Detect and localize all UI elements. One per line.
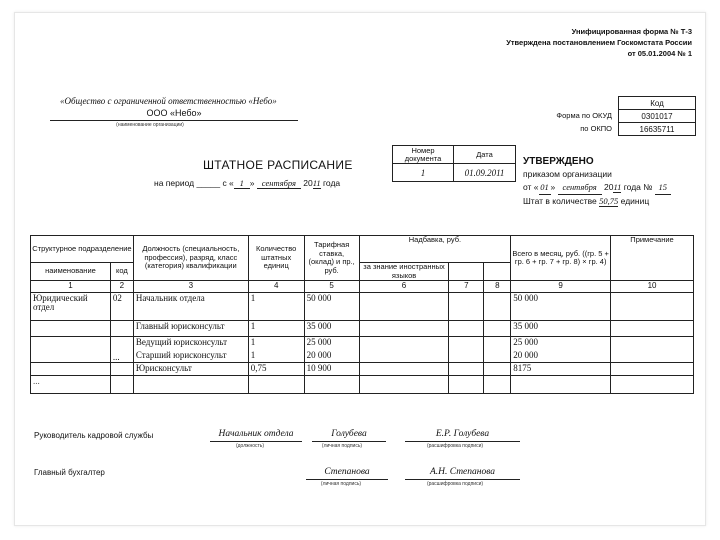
row-code: ... (110, 337, 133, 363)
header-rate: Тарифная ставка, (оклад) и пр., руб. (304, 236, 359, 281)
row-division (31, 321, 111, 337)
approval-month: сентября (558, 181, 602, 195)
col-number: 3 (133, 281, 248, 293)
accountant-label: Главный бухгалтер (34, 468, 105, 477)
approval-staff-line (523, 195, 671, 208)
col-number: 9 (511, 281, 611, 293)
row-code (110, 321, 133, 337)
document-number-table (392, 145, 516, 182)
header-bonus-languages: за знание иностранных языков (359, 263, 449, 281)
col-number: 4 (248, 281, 304, 293)
col-number: 8 (484, 281, 511, 293)
hr-name: Е.Р. Голубева (435, 429, 490, 439)
period-suffix: года (323, 178, 341, 188)
table-row (31, 321, 694, 337)
row-ellipsis: ... (31, 376, 111, 394)
date-header: Дата (454, 146, 516, 164)
row-note (611, 363, 694, 376)
approval-order: приказом организации (523, 169, 612, 179)
row-rate: 10 900 (304, 363, 359, 376)
accountant-name-line (405, 479, 520, 480)
row-code: 02 (110, 293, 133, 321)
header-bonus-col7 (449, 263, 484, 281)
table-row (31, 293, 694, 321)
row-rate: 20 000 (304, 350, 359, 363)
header-division: Структурное подразделение (31, 236, 134, 263)
row-col8 (484, 337, 511, 363)
approval-date-line (523, 181, 671, 195)
header-total: Всего в месяц, руб. ((гр. 5 + гр. 6 + гр. 7 + гр. 8) × гр. 4) (511, 236, 611, 281)
accountant-signature-line (306, 479, 388, 480)
row-bonus (359, 293, 449, 321)
period-year: 11 (312, 178, 321, 188)
okpo-value: 16635711 (619, 123, 696, 136)
hr-signature: Голубева (331, 429, 367, 439)
row-bonus (359, 337, 449, 363)
row-rate: 25 000 (304, 337, 359, 350)
codes-header: Код (619, 97, 696, 110)
organization-full-name: «Общество с ограниченной ответственностью «Небо» (60, 96, 277, 106)
staff-count: 50,75 (599, 196, 619, 206)
period-line (154, 178, 340, 189)
form-header-line2: Утверждена постановлением Госкомстата России (506, 38, 692, 47)
organization-short-name: ООО «Небо» (146, 108, 202, 118)
row-total: 8175 (511, 363, 611, 376)
okpo-label: по ОКПО (580, 124, 612, 133)
accountant-signature: Степанова (324, 467, 370, 477)
row-position: Ведущий юрисконсульт (133, 337, 248, 350)
okud-label: Форма по ОКУД (556, 111, 612, 120)
col-number: 2 (110, 281, 133, 293)
row-code (110, 363, 133, 376)
header-bonus-col8 (484, 263, 511, 281)
header-count: Количество штатных единиц (248, 236, 304, 281)
form-header-line3: от 05.01.2004 № 1 (627, 49, 692, 58)
approval-title: УТВЕРЖДЕНО (523, 156, 594, 167)
approval-year: 11 (613, 182, 622, 192)
col-number: 6 (359, 281, 449, 293)
row-division (31, 363, 111, 376)
row-position: Начальник отдела (133, 293, 248, 321)
approval-block (523, 155, 671, 208)
accountant-name: А.Н. Степанова (429, 467, 496, 477)
row-note (611, 321, 694, 337)
header-code: код (110, 263, 133, 281)
approval-number: 15 (655, 181, 671, 195)
header-position: Должность (специальность, профессия), разряд, класс (категория) квалификации (133, 236, 248, 281)
row-rate: 50 000 (304, 293, 359, 321)
document-number: 1 (393, 164, 454, 182)
table-row (31, 337, 694, 350)
row-position: Старший юрисконсульт (133, 350, 248, 363)
codes-table (618, 96, 696, 136)
staff-prefix: Штат в количестве (523, 196, 597, 206)
staff-table (30, 235, 694, 394)
row-position: Главный юрисконсульт (133, 321, 248, 337)
hr-label: Руководитель кадровой службы (34, 431, 154, 440)
row-division (31, 337, 111, 363)
row-count: 1 (248, 350, 304, 363)
hr-caption-position: (должность) (235, 443, 265, 449)
okud-value: 0301017 (619, 110, 696, 123)
col-number: 10 (611, 281, 694, 293)
row-col7 (449, 293, 484, 321)
hr-name-line (405, 441, 520, 442)
row-count: 1 (248, 321, 304, 337)
number-header: Номер документа (393, 146, 454, 164)
row-col8 (484, 293, 511, 321)
period-day: 1 (234, 178, 250, 189)
period-quote: » (249, 178, 255, 188)
approval-day-close: » (550, 182, 556, 192)
row-count: 1 (248, 293, 304, 321)
col-number: 1 (31, 281, 111, 293)
document-date: 01.09.2011 (454, 164, 516, 182)
header-name: наименование (31, 263, 111, 281)
row-col8 (484, 321, 511, 337)
hr-signature-line (312, 441, 386, 442)
row-division: Юридический отдел (31, 293, 111, 321)
staff-suffix: единиц (620, 196, 650, 206)
organization-caption: (наименование организации) (116, 122, 184, 128)
hr-position-line (210, 441, 302, 442)
row-col7 (449, 321, 484, 337)
row-total: 20 000 (511, 350, 611, 363)
header-note: Примечание (611, 236, 694, 281)
row-position: Юрисконсульт (133, 363, 248, 376)
row-rate: 35 000 (304, 321, 359, 337)
hr-caption-name: (расшифровка подписи) (426, 443, 484, 449)
row-note (611, 337, 694, 363)
col-number: 5 (304, 281, 359, 293)
table-row (31, 363, 694, 376)
header-bonus: Надбавка, руб. (359, 236, 511, 263)
accountant-caption-signature: (личная подпись) (320, 481, 362, 487)
row-col7 (449, 337, 484, 363)
approval-number-label: года № (623, 182, 653, 192)
approval-from: от « (523, 182, 539, 192)
hr-caption-signature: (личная подпись) (321, 443, 363, 449)
row-bonus (359, 363, 449, 376)
col-number: 7 (449, 281, 484, 293)
accountant-caption-name: (расшифровка подписи) (426, 481, 484, 487)
hr-position: Начальник отдела (218, 429, 294, 439)
row-count: 0,75 (248, 363, 304, 376)
form-header (506, 26, 692, 59)
table-row (31, 376, 694, 394)
period-text: на период _____ с « (154, 178, 234, 188)
organization-underline (50, 120, 298, 121)
approval-day: 01 (539, 181, 551, 195)
row-total: 50 000 (511, 293, 611, 321)
row-total: 25 000 (511, 337, 611, 350)
period-year-prefix: 20 (303, 178, 313, 188)
row-total: 35 000 (511, 321, 611, 337)
row-col7 (449, 363, 484, 376)
row-count: 1 (248, 337, 304, 350)
form-header-line1: Унифицированная форма № Т-3 (571, 27, 692, 36)
row-bonus (359, 321, 449, 337)
row-col8 (484, 363, 511, 376)
approval-year-prefix: 20 (604, 182, 614, 192)
document-title: ШТАТНОЕ РАСПИСАНИЕ (203, 158, 353, 172)
row-note (611, 293, 694, 321)
period-month: сентября (257, 178, 301, 189)
